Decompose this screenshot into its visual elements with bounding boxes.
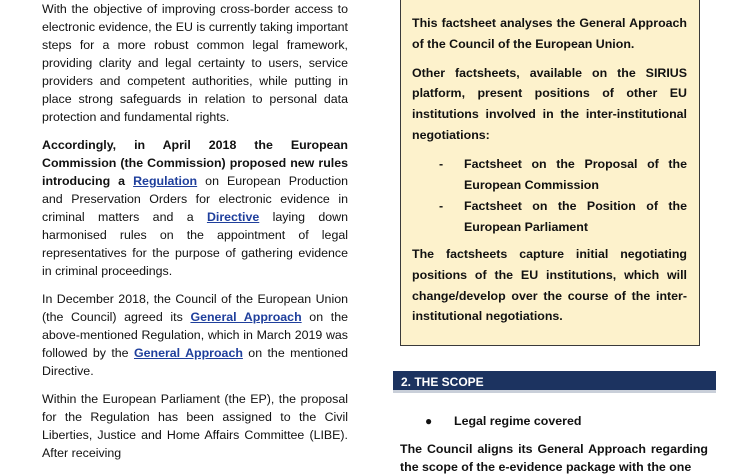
factsheet-commission: Factsheet on the Proposal of the European Commission [464,156,687,192]
council-text-2: on the above-mentioned Regulation, which in March 2019 was followed by the [42,310,348,360]
general-approach-directive-link[interactable]: General Approach [133,346,243,360]
council-paragraph [42,290,348,380]
council-text-3: on the mentioned Directive. [42,346,348,378]
regulation-link[interactable]: Regulation [133,174,198,188]
commission-text-2: on European Production and Preservation Orders for electronic evidence in criminal matters and a [42,174,348,224]
scope-paragraph: The Council aligns its General Approach regarding the scope of the e-evidence package with the one [400,442,708,474]
dash-bullet: - [439,156,444,171]
general-approach-regulation-link[interactable]: General Approach [190,310,302,324]
scope-bullet-label: Legal regime covered [454,414,582,428]
info-box [400,0,700,346]
infobox-intro: This factsheet analyses the General Approach of the Council of the European Union. [412,16,687,51]
section-heading: 2. THE SCOPE [393,371,716,393]
dash-bullet: - [439,199,444,214]
factsheet-list [412,154,687,238]
left-column [42,0,348,472]
infobox-closing: The factsheets capture initial negotiating positions of the EU institutions, which will change/develop over the course of the inter-institutional negotiations. [412,246,687,324]
bullet-dot-icon: ● [425,414,433,428]
factsheet-parliament: Factsheet on the Position of the European Parliament [464,199,687,235]
commission-paragraph [42,136,348,280]
list-item [412,196,687,238]
infobox-other-factsheets: Other factsheets, available on the SIRIUS platform, present positions of other EU institutions involved in the inter-institutional negotiations: [412,65,687,142]
parliament-paragraph: Within the European Parliament (the EP), the proposal for the Regulation has been assigned to the Civil Liberties, Justice and Home Affairs Committee (LIBE). After receiving [42,392,348,460]
list-item [412,154,687,196]
commission-text-3: laying down harmonised rules on the appointment of legal representatives for the purpose of gathering evidence in criminal proceedings. [42,210,348,278]
intro-paragraph: With the objective of improving cross-border access to electronic evidence, the EU is currently taking important steps for a more robust common legal framework, providing clarity and legal certainty to users, service providers and competent authorities, while putting in place strong safeguards in relation to personal data protection and fundamental rights. [42,2,348,124]
council-text-1: In December 2018, the Council of the European Union (the Council) agreed its [42,292,348,324]
directive-link[interactable]: Directive [206,210,260,224]
commission-text-1: Accordingly, in April 2018 the European Commission (the Commission) proposed new rules introducing a [42,138,348,188]
